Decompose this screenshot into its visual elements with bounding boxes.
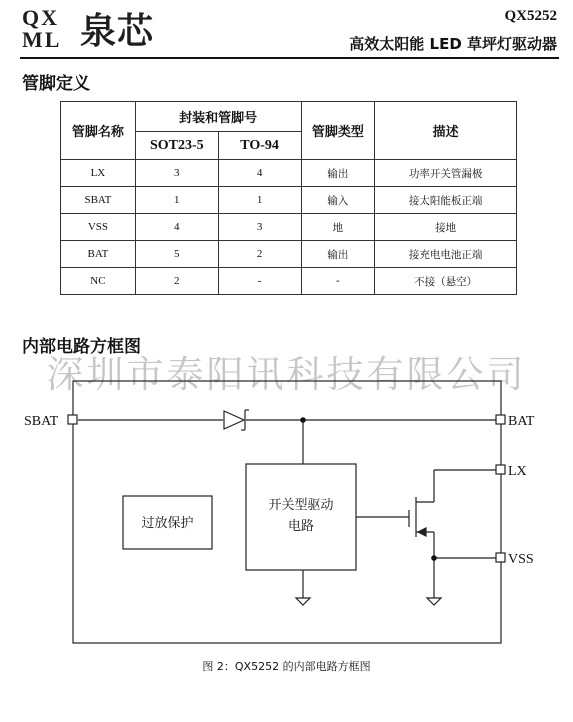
pin-bat-square <box>496 415 505 424</box>
cell-to: - <box>218 268 301 295</box>
ground-icon <box>296 598 310 605</box>
junction-dot <box>300 417 306 423</box>
label-protection: 过放保护 <box>141 516 194 531</box>
mosfet-icon <box>409 497 434 537</box>
cell-desc: 不接（悬空） <box>375 268 517 295</box>
cell-desc: 接充电电池正端 <box>375 241 517 268</box>
cell-sot: 2 <box>135 268 218 295</box>
label-vss: VSS <box>508 552 534 567</box>
cell-to: 3 <box>218 214 301 241</box>
driver-block <box>246 464 356 570</box>
cell-pin-name: NC <box>61 268 136 295</box>
pin-lx-square <box>496 465 505 474</box>
cell-to: 4 <box>218 160 301 187</box>
document-title: 高效太阳能 LED 草坪灯驱动器 <box>349 35 557 53</box>
cell-pin-name: BAT <box>61 241 136 268</box>
cell-sot: 3 <box>135 160 218 187</box>
label-lx: LX <box>508 464 527 479</box>
cell-type: - <box>301 268 375 295</box>
ground-icon <box>427 598 441 605</box>
cell-desc: 接地 <box>375 214 517 241</box>
junction-dot <box>431 555 437 561</box>
cell-type: 输入 <box>301 187 375 214</box>
cell-pin-name: VSS <box>61 214 136 241</box>
cell-pin-name: SBAT <box>61 187 136 214</box>
cell-type: 输出 <box>301 160 375 187</box>
header-pin-name: 管脚名称 <box>61 102 136 160</box>
logo-ml: ML <box>22 27 62 52</box>
cell-desc: 功率开关管漏极 <box>375 160 517 187</box>
cell-type: 输出 <box>301 241 375 268</box>
pin-vss-square <box>496 553 505 562</box>
diagram-section-title: 内部电路方框图 <box>22 337 141 357</box>
cell-sot: 1 <box>135 187 218 214</box>
label-bat: BAT <box>508 414 535 429</box>
header-pin-type: 管脚类型 <box>301 102 375 160</box>
cell-sot: 4 <box>135 214 218 241</box>
logo-qx: QX <box>22 5 59 30</box>
cell-pin-name: LX <box>61 160 136 187</box>
cell-to: 1 <box>218 187 301 214</box>
logo-chinese: 泉芯 <box>80 11 155 52</box>
label-driver-line2: 电路 <box>287 519 315 534</box>
pin-section-title: 管脚定义 <box>22 74 90 94</box>
part-number: QX5252 <box>504 8 557 24</box>
cell-sot: 5 <box>135 241 218 268</box>
header-package-group: 封装和管脚号 <box>135 102 301 132</box>
diode-icon <box>224 410 249 430</box>
label-driver-line1: 开关型驱动 <box>268 498 334 513</box>
watermark: 深圳市泰阳讯科技有限公司 <box>46 353 527 396</box>
header-sot: SOT23-5 <box>135 132 218 160</box>
figure-caption: 图 2：QX5252 的内部电路方框图 <box>202 660 371 673</box>
pin-sbat-square <box>68 415 77 424</box>
header-to: TO-94 <box>218 132 301 160</box>
cell-to: 2 <box>218 241 301 268</box>
cell-type: 地 <box>301 214 375 241</box>
label-sbat: SBAT <box>24 414 59 429</box>
cell-desc: 接太阳能板正端 <box>375 187 517 214</box>
header-description: 描述 <box>375 102 517 160</box>
